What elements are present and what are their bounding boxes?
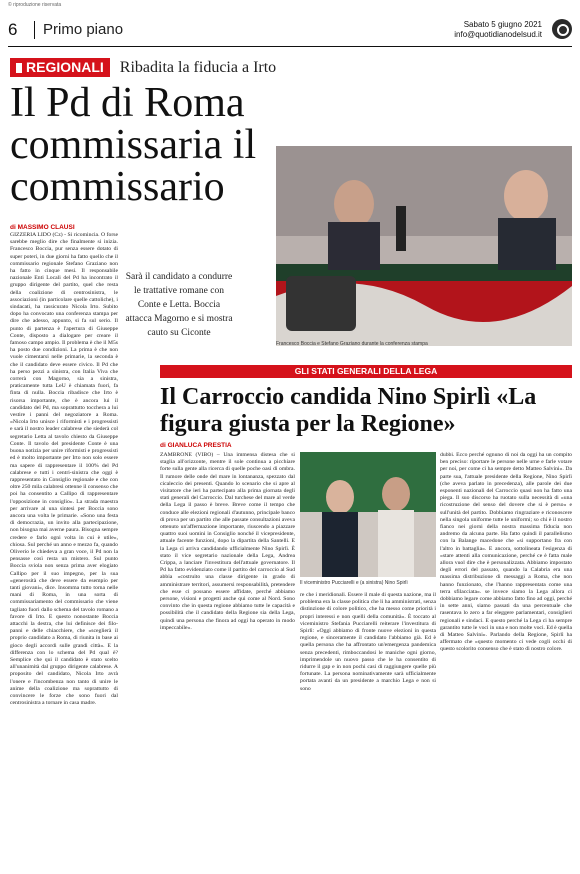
lega-event-photo <box>300 452 436 577</box>
section-band: GLI STATI GENERALI DELLA LEGA <box>160 365 572 378</box>
article-subhead: Ribadita la fiducia a Irto <box>119 58 277 76</box>
section-tag: REGIONALI <box>10 58 110 77</box>
second-article-column-2: re che i meridionali. Essere il male di questa nazione, ma il problema era la classe politica che li ha amministrati, senza distinzione di colore politico, che ha messo come priorità i propri interessi e non quelli della comunità». È toccato al viceministro Stefania Pucciarelli reiterare l'investitura di Spirlì: «Oggi abbiamo di fronte nuove elezioni in questa regione, e sinceramente il candidato l'abbiamo già. Ed è quella persona che ha affrontato un'emergenza pandemica senza precedenti, rimboccandosi le maniche ogni giorno, imprimendole un nuovo passo che le ha consentito di ridurre il gap e in non pochi casi di raggiungere quelle più fortunate. La persona nominativamente sarà ufficialmente portata avanti da un presidente a marchio Lega e non si sono <box>300 592 436 692</box>
section-name: Primo piano <box>43 21 124 38</box>
photo-caption: Francesco Boccia e Stefano Graziano durante la conferenza stampa <box>276 341 428 347</box>
second-photo-caption: Il viceministro Pucciarelli e (a sinistra) Nino Spirlì <box>300 580 408 586</box>
second-article-column-3: dubbi. Ecco perché ognuno di noi da oggi ha un compito ben preciso: riportare le persone nelle urne e farle votare per noi, per come ci ha sempre detto Matteo Salvini». Da parte sua, l'attuale presidente della Regione, Nino Spirlì (che aveva parlato in precedenza), alle parole dei due esponenti nazionali del Carroccio quasi non ha fatto una piega. Il suo discorso ha ruotato sulla necessità di «una ricostruzione del senso del dovere che si è perso» e sull'unità del partito. Dobbiamo ringraziare e riconoscere nella singola uniforme tutte le uniformi; so chi è il nostro fianco nei giorni della nostra massima fiducia non andremo da alcuna parte. Ha fatto quindi il parallelismo con la Balange macedone che «si supportano fra con l'altro in battaglia». E ancora, sottolineata l'esigenza di «stare attenti alla comunicazione, perché ce è fatta male allora vuol dire che è personalizzata. Abbiamo impostato degli errori del passato, quando la Calabria era una massima distribuzione di messaggi a Roma, che non hanno funzionato, che l'hanno rappresentata come una terra sfilacciata». se invece siamo la Lega allora ci dobbiamo legare come abbiamo fatto fino ad oggi, perché in sette anni, siamo passati da una percentuale che rasentava lo zero a far eleggere parlamentari, consiglieri regionali e sindaci. E questo perché la Lega ci ha sempre garantito tutte le voci in una e non molte voci. Ed è quella di Matteo Salvini». Parlando della Regione, Spirlì ha affermato che «questo momento ci vede cogli occhi di questo scolorito consenso che è stato di nostro colore. <box>440 452 572 653</box>
newspaper-logo-icon <box>552 19 572 39</box>
photo-illustration <box>276 146 572 346</box>
article-kicker <box>10 58 276 77</box>
header-dateline <box>454 20 542 40</box>
article-byline: di MASSIMO CLAUSI <box>10 224 75 231</box>
page-header <box>8 16 572 47</box>
pull-quote: Sarà il candidato a condurre le trattative romane con Conte e Letta. Boccia attacca Magorno e si mostra cauto su Ciconte <box>125 272 233 338</box>
second-article-byline: di GIANLUCA PRESTIA <box>160 442 232 449</box>
article-headline: Il Pd di Roma commissaria il commissario <box>10 80 257 210</box>
copyright-notice: © riproduzione riservata <box>8 2 62 8</box>
photo-illustration-2 <box>300 452 436 577</box>
contact-email: info@quotidianodelsud.it <box>454 30 542 39</box>
second-article-column-1: ZAMBRONE (VIBO) – Una immensa distesa che si staglia all'orizzonte, mentre il sole continua a picchiare forte sulla gente alla ricerca di quelle poche oasi di ombra. Il rumore delle onde del mare in lontananza, spezzato dal cicaleccio dei presenti. Quando lo scenario che si apre al visitatore che ieri ha partecipato alla prima giornata degli stati generali del Carroccio. Dal turchese del mare al verde della Lega il passo è breve. Breve come il tempo che conduce alle elezioni regionali d'autunno, principale banco di prova per un partito che alle passate consultazioni aveva ottenuto un'affermazione importante, riuscendo a piazzare quattro suoi uomini in Consiglio nonché il vicepresidente, attuale facente funzioni, dopo la dipartita della Santelli. E la Lega ci arriva candidando ufficialmente Nino Spirlì. È stato il vice segretario nazionale della Lega, Andrea Crippa, a lanciare l'investitura dell'attuale governatore. Il Pd ha fatto evidenziato come il partito del carroccio al Sud abbia «costruito una classe dirigente in grado di amministrare territori, assumersi responsabilità, pretendere che esse ci possano essere affidate, perché abbiamo persone, visioni e progetti anche qui come al Nord. Sono convinto che in questa regione abbiamo tutte le capacità e possibilità che il candidato della Regione sia della Lega, quindi una persona che finora ad oggi ha operato in modo impeccabile». <box>160 452 295 631</box>
page-number: 6 <box>8 20 18 39</box>
second-article-headline: Il Carroccio candida Nino Spirlì «La figura giusta per la Regione» <box>160 384 537 437</box>
issue-date: Sabato 5 giugno 2021 <box>463 20 542 29</box>
press-conference-photo <box>276 146 572 346</box>
article-column-1: GIZZERIA LIDO (Cz) - Si ricomincia. O forse sarebbe meglio dire che finalmente si inizia. Francesco Boccia, pur senza essere dotato di super poteri, in due giorni ha fatto quello che il commissario regionale Stefano Graziano non ha fatto in cinque mesi. Il responsabile nazionale Enti Locali del Pd ha incontrato il gruppo dirigente del partito, quel che resta della coalizione di centrosinistra, le associazioni (in particolare quelle cattoliche), i sindacati, ha rassicurato Nicola Irto. Subito dopo ha convocato una conferenza stampa per dire che adesso, appunto, si fa sul serio. Il punto di partenza è l'apertura di Giuseppe Conte, disposto a dialogare per creare il famoso campo ampio. Il problema è che il M5s ha posto due condizioni. La prima è che non vuole cimentarsi nelle primarie, la seconda è che il candidato deve essere civico. Il Pd che ha perso pezzi a sinistra, con Italia Viva che correrà con Magorno, sia a sinistra, praticamente tutta LeU è chiamata fuori, fa finta di nulla. Boccia ribadisce che Irto è risorsa importante, che è ancora lui il candidato del Pd, ma soprattutto tocchera a lui vestire i panni del negoziatore a Roma. «Nicola Irto unisce i riformisti e i progressisti e sarà il nostro leader calabrese che siederà col segretario Letta al tavolo chiesto da Giuseppe Conte. Il tavolo del presidente Conte è una buona notizia per unire riformisti e progressisti ed è molto importante per Irto non solo essere ma sapere di rappresentare il 100% del Pd calabrese e tutti i centri-sinistra che oggi è rappresentato in Consiglio regionale e che con oltre 250 mila calabresi ottenne il consenso che poi ha consentito a Callipo di rappresentare l'opposizione in consiglio». La strada maestra per arrivare al una sintesi per Boccia sono ancora una volta le primarie. «Sono una festa di democrazia, un invito alla partecipazione, non bisogna mai averne paura. Bisogna sempre credere e farlo ogni volta in cui è utile», chiosa. Sul perché un anno e mezzo fa, quando Oliverio le chiedeva a gran voce, il Pd non la pensasse così resta un mistero. Sul punto Boccia sviola non senza prima aver elogiato Callipo per il suo impegno, per la sua «generosità che deve essere da esempio per tanti giovani», dice. Insomma tutto torna nelle mani di Roma, in una sorta di commissariamento del commissario che viene tagliato fuori dallo schema del tavolo romano a favore di Irto. E questo nonostante Boccia attacchi la destra, che lui definisce dei filo-panni e delle chiacchiere, che «sceglierà il proprio candidato a Roma, di riunita in base ai gioco degli accordi sulle grandi città». E la differenza con lo schema del Pd qual è? Semplice che qui il candidato è stato scelto all'unanimità dal gruppo dirigente calabrese. A proposito del candidato, Nicola Irto avrà l'onere e l'incombenza non tanto di unire le anime della coalizione ma soprattutto di convincere le forze che sono fuori dal centrosinistra a tornare in casa madre. <box>10 232 118 707</box>
header-divider <box>34 21 35 39</box>
